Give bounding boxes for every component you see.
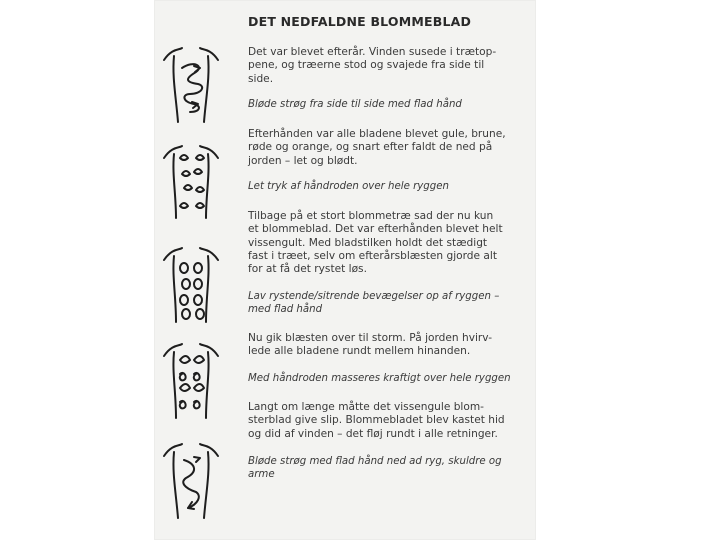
- instruction-1: Bløde strøg fra side til side med flad hånd: [248, 99, 462, 110]
- instruction-2: Let tryk af håndroden over hele ryggen: [248, 181, 449, 192]
- story-paragraph-4: Nu gik blæsten over til storm. På jorden hvirv- lede alle bladene rundt mellem hinanden.: [248, 332, 493, 358]
- palm-press-figure: [160, 142, 222, 222]
- instruction-5: Bløde strøg med flad hånd ned ad ryg, skuldre og arme: [248, 456, 502, 480]
- story-paragraph-1: Det var blevet efterår. Vinden susede i trætop- pene, og træerne stod og svajede fra side til side.: [248, 46, 497, 85]
- story-paragraph-2: Efterhånden var alle bladene blevet gule, brune, røde og orange, og snart efter faldt de ned på jorden – let og blødt.: [248, 128, 506, 167]
- page-title: DET NEDFALDNE BLOMMEBLAD: [248, 14, 472, 29]
- shaking-movement-figure: [160, 244, 222, 326]
- vigorous-massage-figure: [160, 340, 222, 422]
- instruction-3: Lav rystende/sitrende bevægelser op af ryggen – med flad hånd: [248, 291, 500, 315]
- instruction-4: Med håndroden masseres kraftigt over hele ryggen: [248, 373, 511, 384]
- downward-strokes-figure: [160, 438, 222, 522]
- story-paragraph-5: Langt om længe måtte det vissengule blom- sterblad give slip. Blommebladet blev kastet hid og did af vinden – det fløj rundt i alle retninger.: [248, 401, 505, 440]
- side-to-side-strokes-figure: [160, 42, 222, 128]
- story-paragraph-3: Tilbage på et stort blommetræ sad der nu kun et blommeblad. Det var efterhånden blevet helt vissengult. Med bladstilken holdt det stædigt fast i træet, selv om efterårsblæsten gjorde alt for at få det rystet løs.: [248, 210, 503, 276]
